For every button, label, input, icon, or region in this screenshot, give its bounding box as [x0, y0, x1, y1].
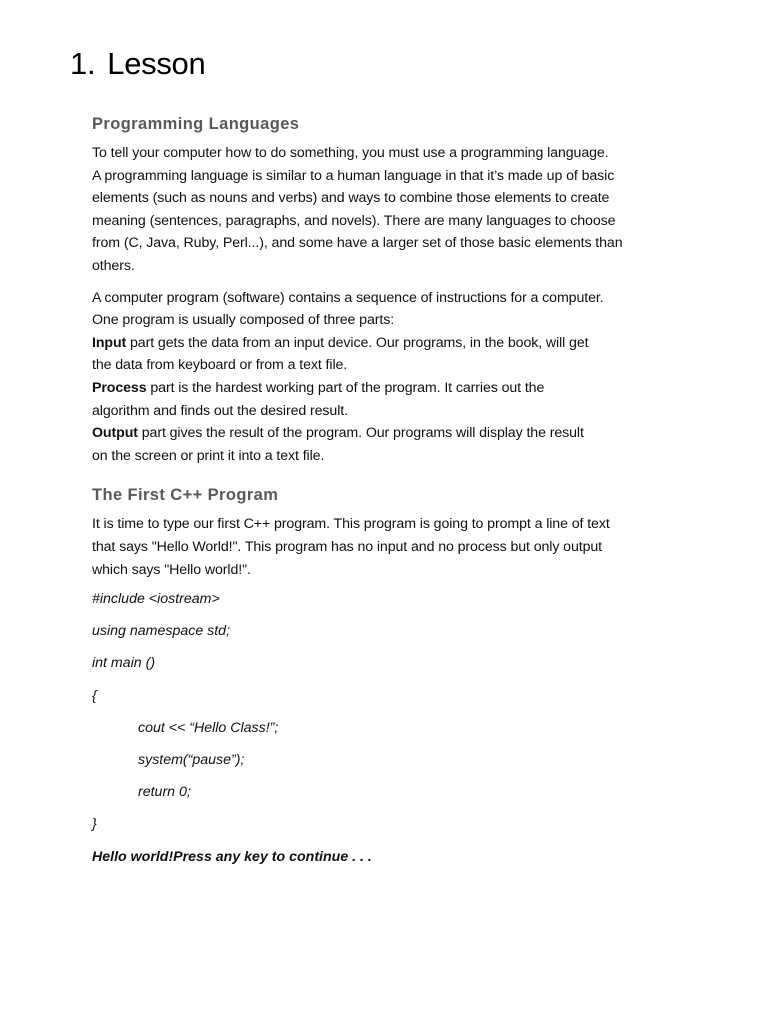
text-line: elements (such as nouns and verbs) and ways to combine those elements to create: [92, 190, 610, 207]
text-line: A computer program (software) contains a sequence of instructions for a computer.: [92, 289, 604, 306]
text-line: algorithm and finds out the desired result.: [92, 402, 348, 419]
text-line: that says "Hello World!". This program has no input and no process but only output: [92, 538, 603, 555]
lesson-title-text: Lesson: [107, 46, 206, 81]
text-line: part is the hardest working part of the program. It carries out the: [146, 379, 545, 396]
text-line: part gets the data from an input device. Our programs, in the book, will get: [126, 334, 589, 351]
text-line: meaning (sentences, paragraphs, and novels). There are many languages to choose: [92, 212, 616, 229]
text-line: A programming language is similar to a human language in that it’s made up of basic: [92, 167, 615, 184]
paragraph-programming-languages: [92, 142, 722, 278]
text-line: part gives the result of the program. Our programs will display the result: [137, 425, 584, 442]
code-line: int main (): [92, 655, 156, 672]
section-heading-programming-languages: Programming Languages: [92, 115, 300, 133]
code-line: }: [92, 816, 97, 833]
text-line: One program is usually composed of three parts:: [92, 312, 395, 329]
code-line: cout << “Hello Class!”;: [138, 719, 279, 736]
term-process: Process: [92, 379, 147, 396]
text-line: It is time to type our first C++ program. This program is going to prompt a line of text: [92, 516, 610, 533]
code-line: #include <iostream>: [92, 591, 220, 608]
text-line: the data from keyboard or from a text file.: [92, 357, 348, 374]
code-listing: [92, 588, 722, 846]
text-line: which says "Hello world!".: [92, 561, 251, 578]
code-line: {: [92, 687, 97, 704]
term-output: Output: [92, 425, 138, 442]
code-line: return 0;: [138, 784, 191, 801]
text-line: from (C, Java, Ruby, Perl...), and some have a larger set of those basic elements than: [92, 235, 623, 252]
lesson-number: 1.: [70, 46, 96, 81]
term-input: Input: [92, 334, 127, 351]
paragraph-program-parts: [92, 287, 722, 468]
paragraph-first-program-intro: [92, 513, 722, 581]
code-line: system(“pause”);: [138, 752, 245, 769]
lesson-content: [92, 112, 722, 868]
code-line: using namespace std;: [92, 623, 231, 640]
lesson-title: [70, 46, 205, 82]
text-line: others.: [92, 257, 135, 274]
text-line: To tell your computer how to do something, you must use a programming language.: [92, 145, 609, 161]
program-output: Hello world!Press any key to continue . . .: [92, 848, 372, 865]
text-line: on the screen or print it into a text file.: [92, 447, 325, 464]
section-heading-first-cpp-program: The First C++ Program: [92, 486, 279, 505]
